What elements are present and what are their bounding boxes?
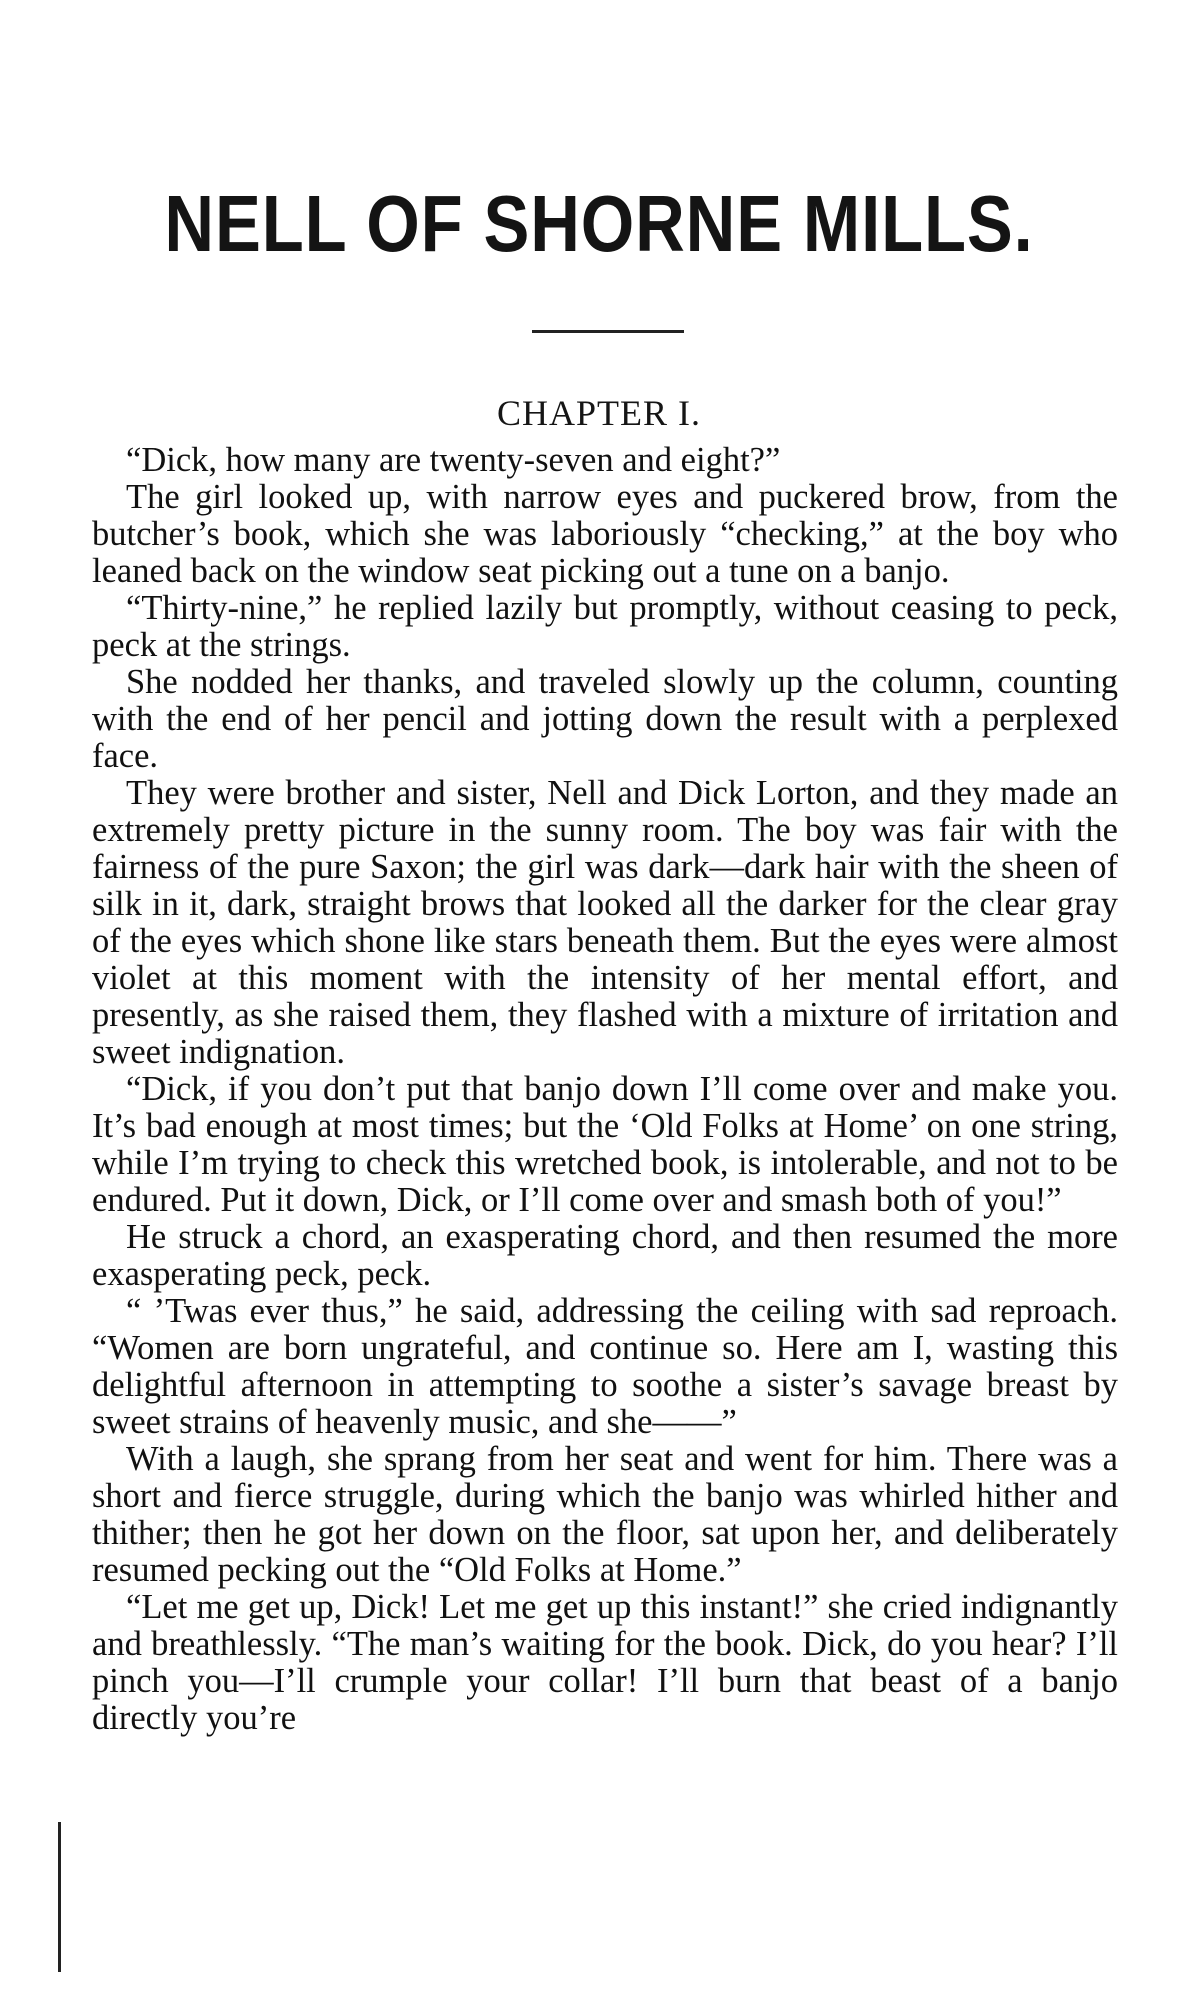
- paragraph: “Thirty-nine,” he replied lazily but promptly, without ceasing to peck, peck at the strings.: [92, 589, 1118, 664]
- paragraph: “Dick, how many are twenty-seven and eight?”: [126, 441, 781, 479]
- paragraph: With a laugh, she sprang from her seat and went for him. There was a short and fierce struggle, during which the banjo was whirled hither and thither; then he got her down on the floor, sat upon her, and deliberately resumed pecking out the “Old Folks at Home.”: [92, 1440, 1118, 1589]
- chapter-heading: CHAPTER I.: [496, 393, 701, 433]
- chapter-body: [92, 442, 1118, 1737]
- paragraph: They were brother and sister, Nell and Dick Lorton, and they made an extremely pretty picture in the sunny room. The boy was fair with the fairness of the pure Saxon; the girl was dark—dark hair with the sheen of silk in it, dark, straight brows that looked all the darker for the clear gray of the eyes which shone like stars beneath them. But the eyes were almost violet at this moment with the intensity of her mental effort, and presently, as she raised them, they flashed with a mixture of irritation and sweet indignation.: [92, 774, 1118, 1071]
- paragraph: “Let me get up, Dick! Let me get up this instant!” she cried indignantly and breathlessly. “The man’s waiting for the book. Dick, do you hear? I’ll pinch you—I’ll crumple your collar! I’ll burn that beast of a banjo directly you’re: [92, 1588, 1118, 1737]
- paragraph: She nodded her thanks, and traveled slowly up the column, counting with the end of her pencil and jotting down the result with a perplexed face.: [92, 663, 1118, 775]
- paragraph: “ ’Twas ever thus,” he said, addressing the ceiling with sad reproach. “Women are born ungrateful, and continue so. Here am I, wasting this delightful afternoon in attempting to soothe a sister’s savage breast by sweet strains of heavenly music, and she——”: [92, 1292, 1118, 1441]
- paragraph: The girl looked up, with narrow eyes and puckered brow, from the butcher’s book, which she was laboriously “checking,” at the boy who leaned back on the window seat picking out a tune on a banjo.: [92, 478, 1118, 590]
- paragraph: “Dick, if you don’t put that banjo down I’ll come over and make you. It’s bad enough at most times; but the ‘Old Folks at Home’ on one string, while I’m trying to check this wretched book, is intolerable, and not to be endured. Put it down, Dick, or I’ll come over and smash both of you!”: [92, 1070, 1118, 1219]
- book-title: NELL OF SHORNE MILLS.: [164, 179, 1034, 268]
- title-divider: [532, 330, 684, 333]
- paragraph: He struck a chord, an exasperating chord, and then resumed the more exasperating peck, peck.: [92, 1218, 1118, 1293]
- margin-bracket: [58, 1822, 61, 1972]
